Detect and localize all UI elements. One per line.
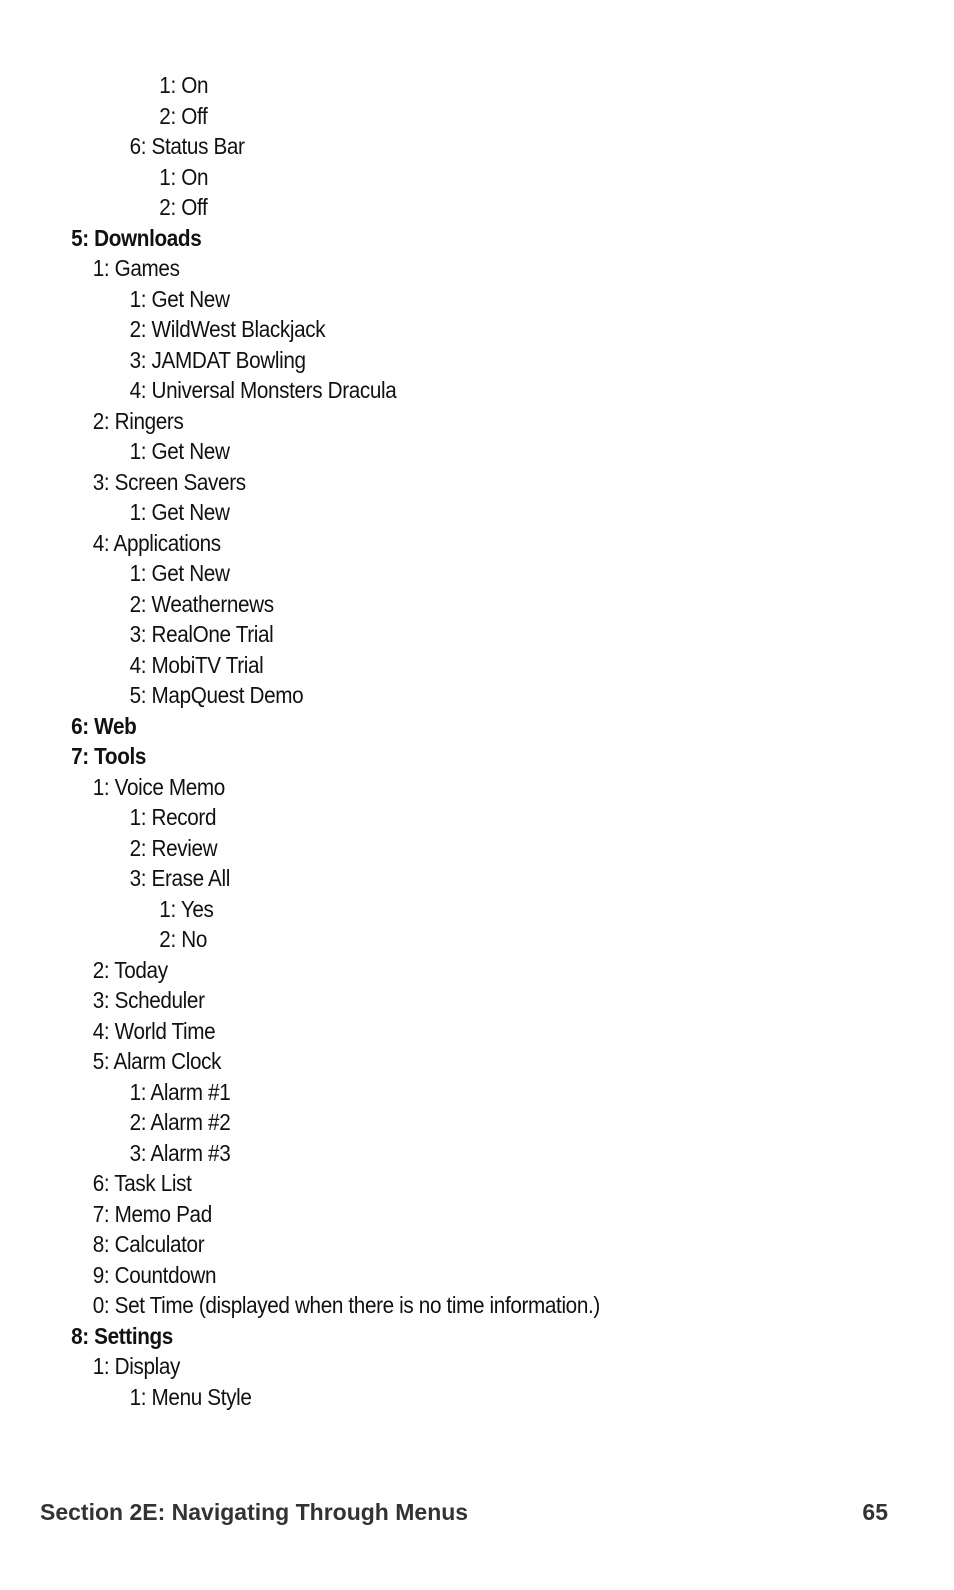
menu-item: 2: Review [129,834,218,861]
menu-item: 1: Menu Style [129,1383,252,1410]
menu-item: 4: MobiTV Trial [129,651,264,678]
menu-item: 1: On [159,163,209,190]
menu-item: 1: Alarm #1 [129,1078,231,1105]
menu-item: 1: Games [92,255,180,281]
menu-item: 1: Get New [129,438,230,464]
menu-item: 9: Countdown [92,1261,217,1288]
menu-item: 7: Memo Pad [92,1200,212,1227]
menu-item: 4: Universal Monsters Dracula [129,377,397,403]
menu-item: 2: Off [159,194,208,220]
menu-item: 4: Applications [92,529,221,556]
menu-item: 4: World Time [92,1017,216,1044]
menu-item: 1: On [159,72,209,98]
menu-item: 3: Alarm #3 [129,1139,231,1166]
page-footer [40,1495,888,1529]
menu-item: 2: Off [159,102,208,129]
menu-item: 2: No [159,926,207,952]
menu-item: 2: Alarm #2 [129,1109,231,1135]
menu-item: 3: Scheduler [92,987,205,1013]
menu-item: 6: Status Bar [129,133,245,159]
menu-item: 2: Today [92,956,168,983]
menu-item: 2: Weathernews [129,590,274,617]
menu-item: 2: WildWest Blackjack [129,316,326,342]
menu-item: 1: Get New [129,560,230,586]
menu-item: 1: Record [129,804,217,830]
menu-heading: 8: Settings [71,1322,173,1349]
menu-heading: 7: Tools [71,743,147,769]
menu-item: 1: Yes [159,895,214,922]
menu-item: 6: Task List [92,1170,192,1196]
footer-page-number: 65 [862,1498,888,1525]
menu-item: 1: Display [92,1353,180,1379]
menu-item: 0: Set Time (displayed when there is no time information.) [92,1292,600,1318]
menu-item: 5: Alarm Clock [92,1048,222,1074]
menu-item: 8: Calculator [92,1231,205,1257]
menu-heading: 5: Downloads [71,224,202,251]
menu-item: 3: RealOne Trial [129,621,274,647]
menu-item: 2: Ringers [92,407,184,434]
menu-item: 3: JAMDAT Bowling [129,346,306,373]
menu-heading: 6: Web [71,712,137,739]
menu-item: 1: Voice Memo [92,773,225,800]
menu-item: 1: Get New [129,285,230,312]
footer-section-title: Section 2E: Navigating Through Menus [40,1498,469,1525]
menu-item: 3: Erase All [129,865,230,891]
menu-outline [0,70,667,1412]
menu-item: 1: Get New [129,499,230,525]
menu-item: 5: MapQuest Demo [129,682,304,708]
menu-item: 3: Screen Savers [92,468,246,495]
